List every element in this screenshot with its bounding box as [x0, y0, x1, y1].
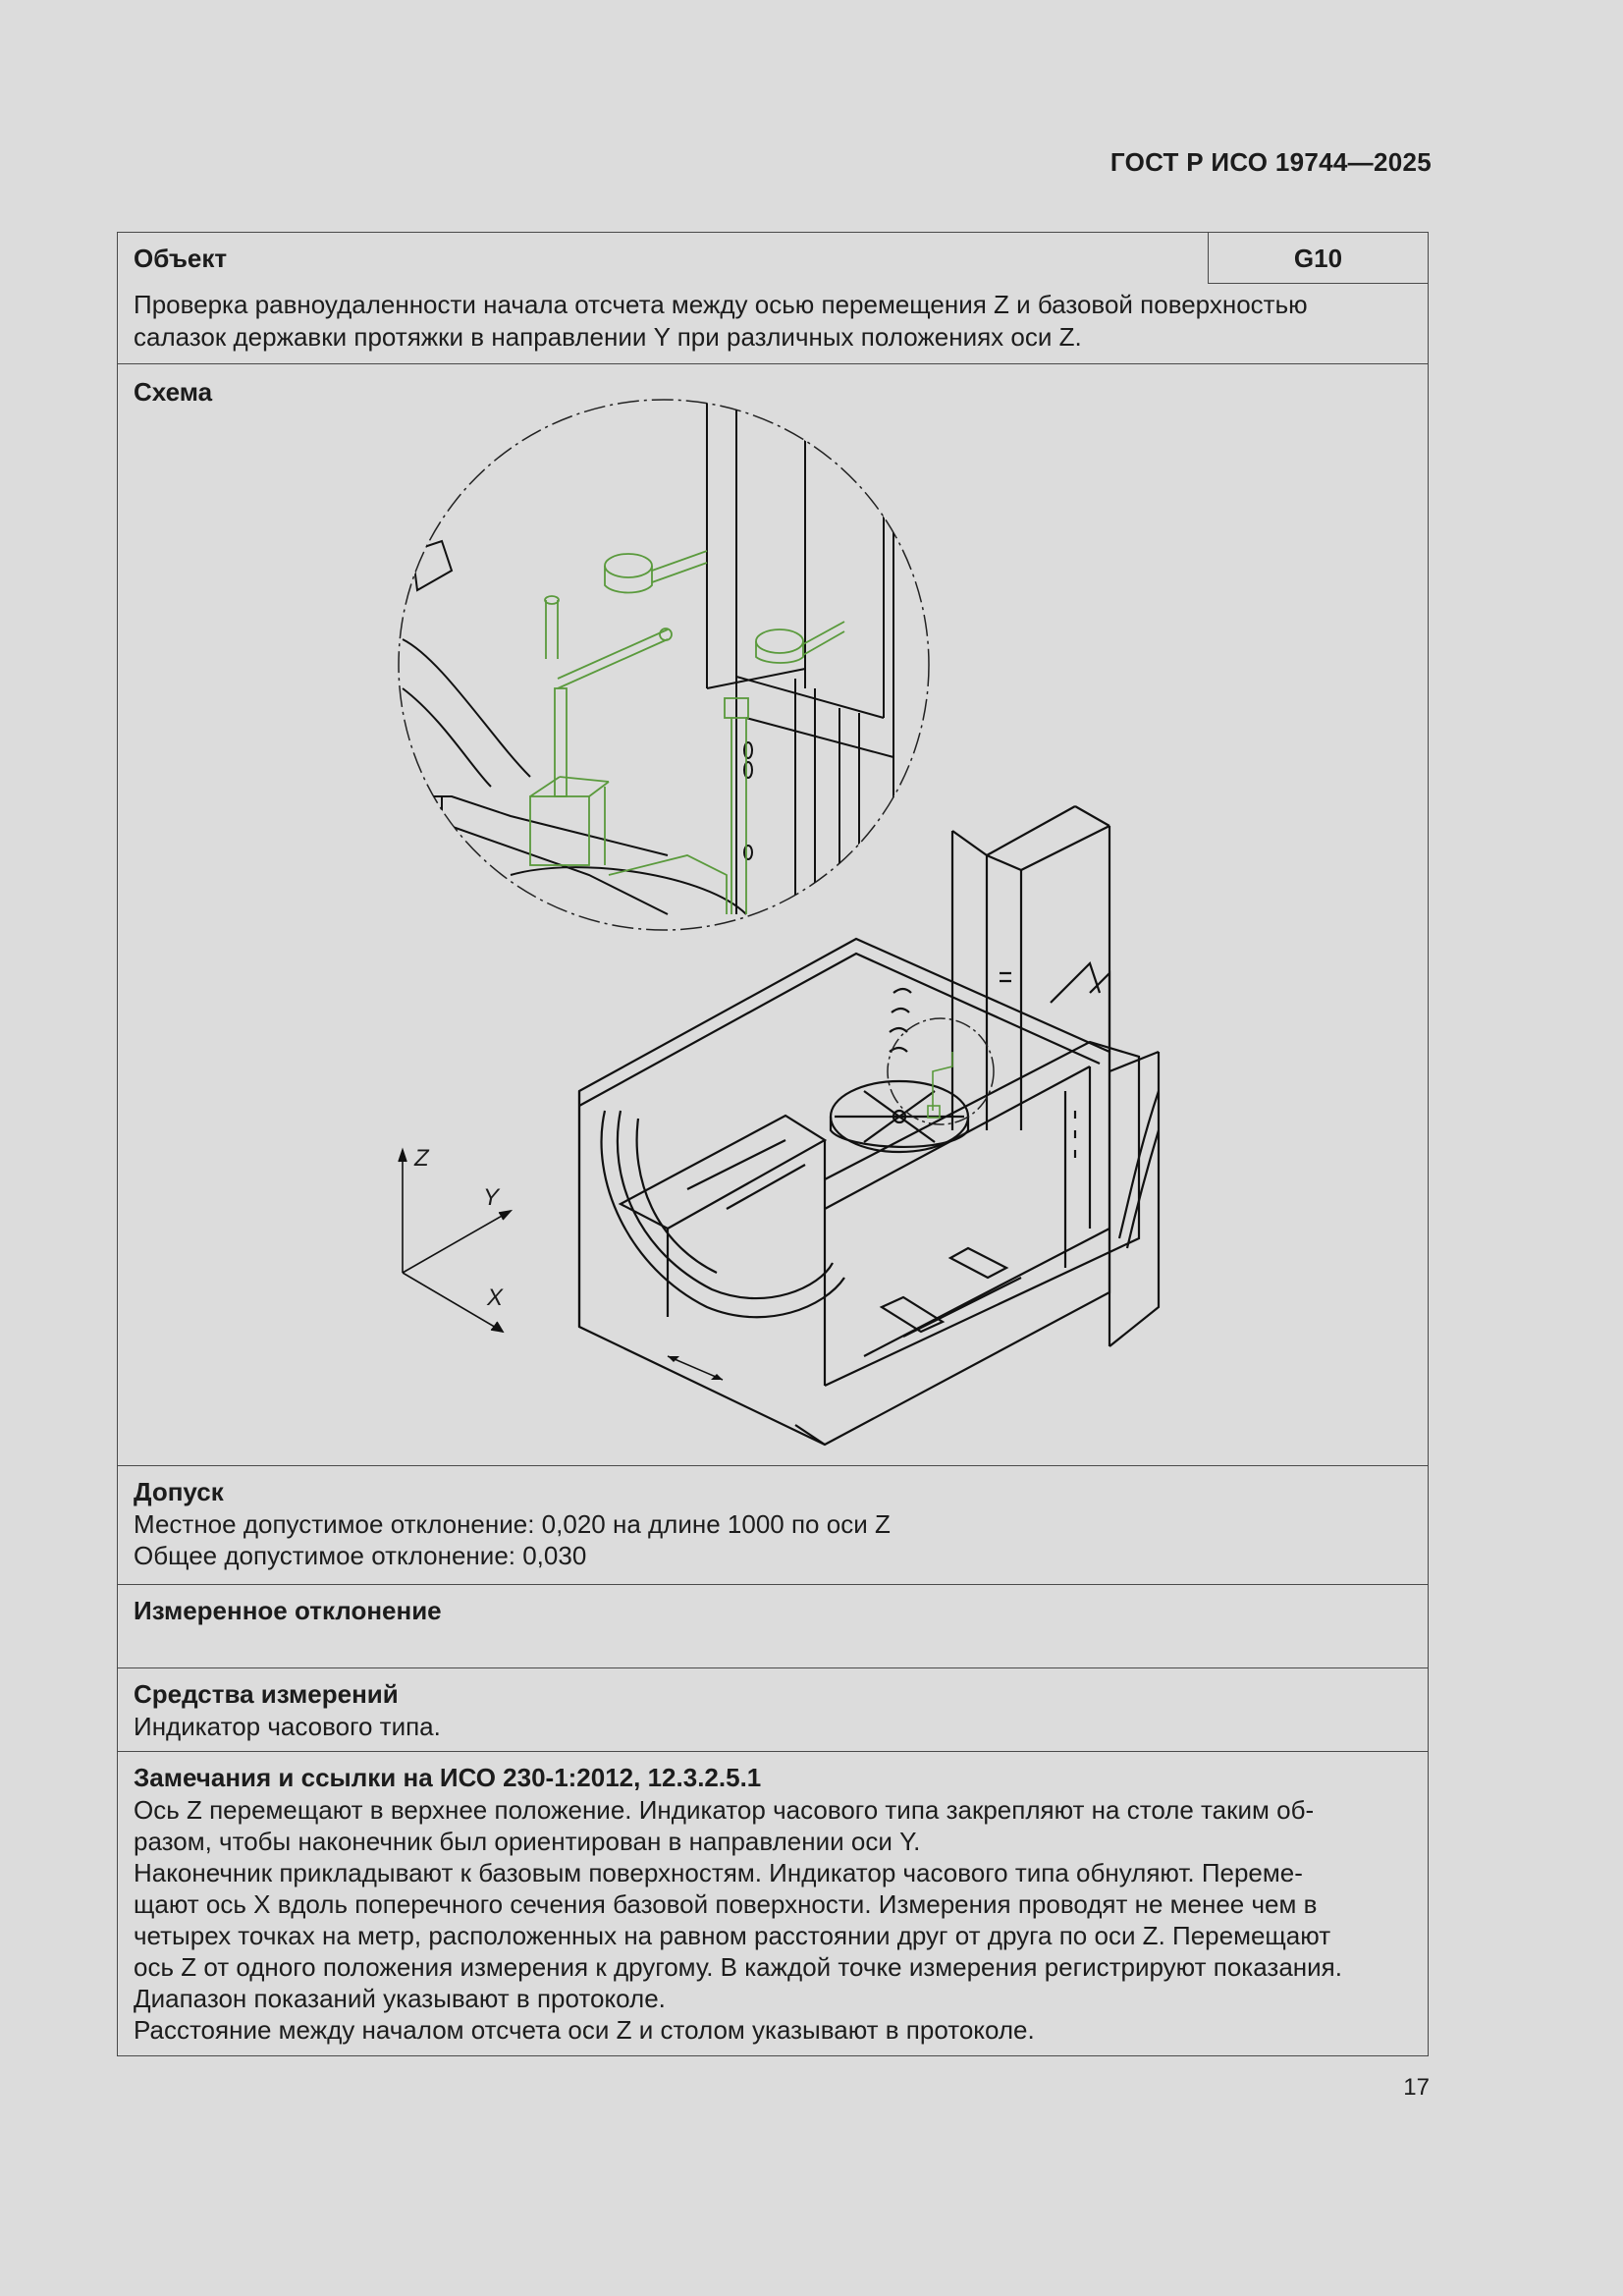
object-label: Объект [134, 244, 228, 273]
notes-line: ось Z от одного положения измерения к другому. В каждой точке измерения регистрируют показания. [134, 1952, 1342, 1982]
notes-line: Расстояние между началом отсчета оси Z и столом указывают в протоколе. [134, 2015, 1035, 2045]
notes-label: Замечания и ссылки на ИСО 230-1:2012, 12.3.2.5.1 [134, 1763, 762, 1792]
notes-line: четырех точках на метр, расположенных на равном расстоянии друг от друга по оси Z. Перемещают [134, 1921, 1331, 1950]
instruments-label: Средства измерений [134, 1679, 399, 1709]
motion-arrow [668, 1356, 723, 1380]
instruments-row [118, 1667, 1428, 1751]
notes-row [118, 1751, 1428, 2055]
page-number: 17 [1403, 2074, 1430, 2101]
detail-magnified-view [399, 394, 929, 930]
axis-label-y: Y [483, 1184, 500, 1211]
object-description-line-2: салазок державки протяжки в направлении Y при различных положениях оси Z. [134, 322, 1082, 352]
measured-deviation-row [118, 1584, 1428, 1667]
detail-circle-small [888, 1018, 994, 1124]
standard-number: ГОСТ Р ИСО 19744—2025 [1109, 147, 1432, 177]
tolerance-label: Допуск [134, 1477, 224, 1506]
tolerance-row [118, 1465, 1428, 1584]
notes-line: щают ось X вдоль поперечного сечения базовой поверхности. Измерения проводят не менее чем в [134, 1889, 1318, 1919]
measured-deviation-label: Измеренное отклонение [134, 1596, 442, 1625]
notes-line: Диапазон показаний указывают в протоколе. [134, 1984, 666, 2013]
notes-line: разом, чтобы наконечник был ориентирован в направлении оси Y. [134, 1827, 921, 1856]
notes-line: Наконечник прикладывают к базовым поверхностям. Индикатор часового типа обнуляют. Переме- [134, 1858, 1303, 1887]
test-sheet-table [117, 232, 1429, 2056]
schema-label: Схема [134, 377, 213, 407]
tolerance-total: Общее допустимое отклонение: 0,030 [134, 1541, 587, 1570]
schema-row [118, 363, 1428, 1465]
machine-isometric [579, 806, 1159, 1445]
test-code: G10 [1208, 233, 1428, 284]
tolerance-local: Местное допустимое отклонение: 0,020 на длине 1000 по оси Z [134, 1509, 891, 1539]
axis-label-x: X [487, 1285, 504, 1311]
axis-label-z: Z [414, 1145, 429, 1172]
instruments-text: Индикатор часового типа. [134, 1712, 441, 1741]
notes-line: Ось Z перемещают в верхнее положение. Индикатор часового типа закрепляют на столе таким об- [134, 1795, 1315, 1825]
object-description [118, 284, 1428, 363]
object-description-line-1: Проверка равноудаленности начала отсчета между осью перемещения Z и базовой поверхностью [134, 290, 1308, 319]
object-row [118, 233, 1428, 284]
machine-schematic-drawing [118, 364, 1427, 1466]
